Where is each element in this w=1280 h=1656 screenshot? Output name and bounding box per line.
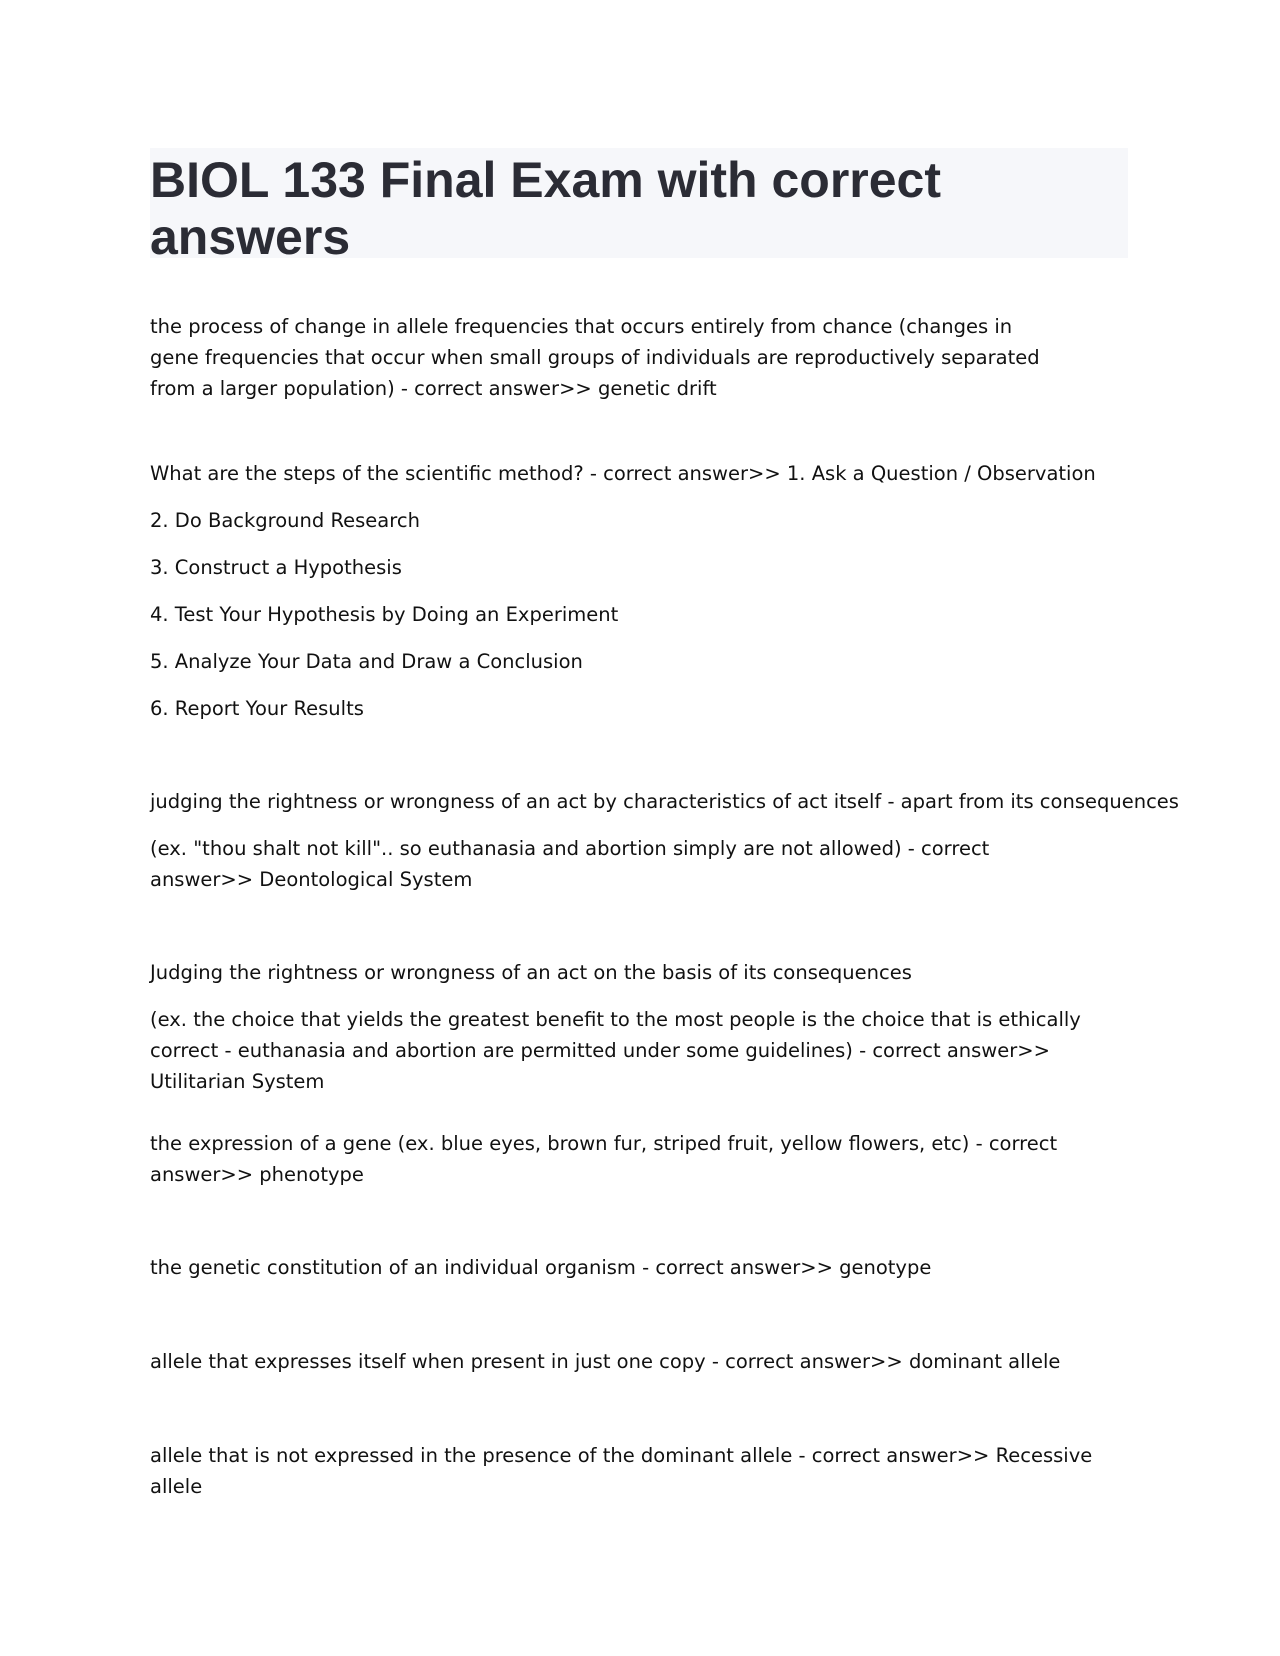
qa-entry-recessive-allele: [150, 1440, 1128, 1502]
title-banner: [150, 148, 1128, 265]
qa-entry-genotype: [150, 1252, 1128, 1283]
qa-entry-deontological: [150, 786, 1179, 895]
qa-entry-phenotype: [150, 1128, 1128, 1190]
qa-line: Judging the rightness or wrongness of an act on the basis of its consequences: [150, 961, 912, 984]
qa-line: judging the rightness or wrongness of an act by characteristics of act itself - apart from its consequences: [150, 790, 1179, 813]
qa-line: the process of change in allele frequencies that occurs entirely from chance (changes in gene frequencies that occur when small groups of individuals are reproductively separated from a larger population) - correct answer>> genetic drift: [150, 315, 1040, 400]
qa-entry-genetic-drift: [150, 311, 1128, 404]
document-page: [150, 148, 1128, 265]
qa-line: 3. Construct a Hypothesis: [150, 556, 402, 579]
qa-line: allele that expresses itself when present in just one copy - correct answer>> dominant allele: [150, 1350, 1061, 1373]
qa-entry-dominant-allele: [150, 1346, 1128, 1377]
document-title: BIOL 133 Final Exam with correct answers: [150, 152, 942, 265]
qa-line: allele that is not expressed in the presence of the dominant allele - correct answer>> Recessive allele: [150, 1444, 1093, 1498]
qa-line: 6. Report Your Results: [150, 697, 364, 720]
qa-line: 2. Do Background Research: [150, 509, 420, 532]
qa-entry-scientific-method: [150, 458, 1128, 724]
qa-line: (ex. the choice that yields the greatest benefit to the most people is the choice that is ethically correct - euthanasia and abortion are permitted under some guidelines) - correct answer>> Utilitarian System: [150, 1008, 1081, 1093]
qa-line: 5. Analyze Your Data and Draw a Conclusion: [150, 650, 583, 673]
qa-line: 4. Test Your Hypothesis by Doing an Experiment: [150, 603, 619, 626]
qa-line: (ex. "thou shalt not kill".. so euthanasia and abortion simply are not allowed) - correct answer>> Deontological System: [150, 837, 990, 891]
qa-line: the expression of a gene (ex. blue eyes, brown fur, striped fruit, yellow flowers, etc) - correct answer>> phenotype: [150, 1132, 1058, 1186]
qa-entry-utilitarian: [150, 957, 1128, 1097]
qa-line: the genetic constitution of an individual organism - correct answer>> genotype: [150, 1256, 932, 1279]
qa-line: What are the steps of the scientific method? - correct answer>> 1. Ask a Question / Observation: [150, 462, 1096, 485]
